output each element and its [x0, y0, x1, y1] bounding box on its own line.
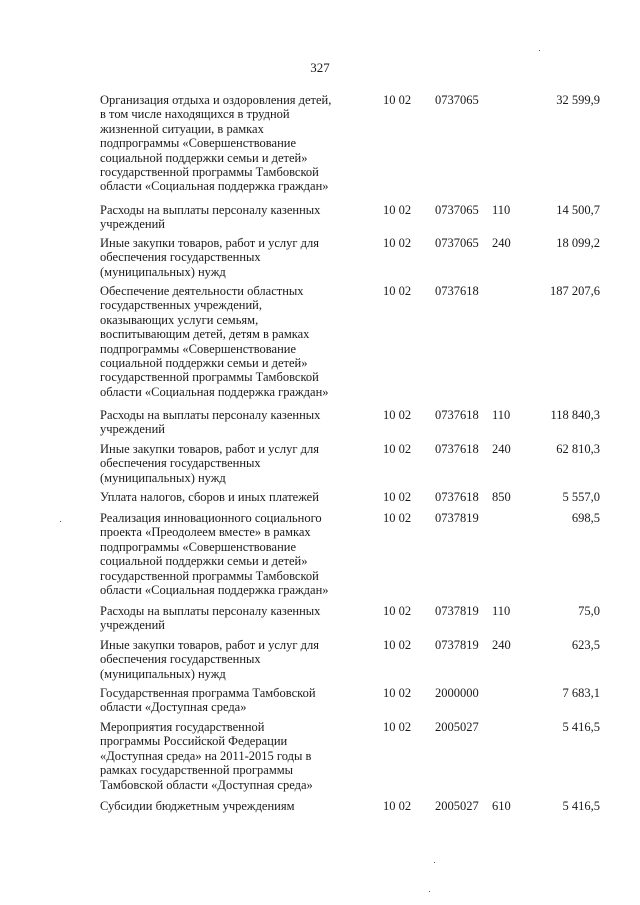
row-amount: 5 557,0 — [562, 490, 600, 504]
row-amount: 62 810,3 — [556, 442, 600, 456]
row-amount: 5 416,5 — [562, 799, 600, 813]
row-name: Иные закупки товаров, работ и услуг для обеспечения государственных (муниципальных) нужд — [100, 442, 320, 485]
row-expense-code: 850 — [492, 490, 511, 504]
row-name: Иные закупки товаров, работ и услуг для обеспечения государственных (муниципальных) нужд — [100, 236, 320, 279]
row-name: Организация отдыха и оздоровления детей, в том числе находящихся в трудной жизненной ситуации, в рамках подпрограммы «Совершенствование социальной поддержки семьи и детей» государственной программы Тамбовской области «Социальная поддержка граждан» — [100, 93, 332, 194]
row-section-code: 10 02 — [383, 686, 412, 700]
row-expense-code: 110 — [492, 408, 511, 422]
row-section-code: 10 02 — [383, 490, 412, 504]
row-target-code: 0737618 — [435, 408, 479, 422]
row-name: Субсидии бюджетным учреждениям — [100, 799, 295, 813]
row-amount: 5 416,5 — [562, 720, 600, 734]
row-expense-code: 240 — [492, 236, 511, 250]
row-target-code: 2005027 — [435, 799, 479, 813]
row-target-code: 0737618 — [435, 284, 479, 298]
row-target-code: 0737819 — [435, 604, 479, 618]
row-amount: 18 099,2 — [556, 236, 600, 250]
row-name: Расходы на выплаты персоналу казенных учреждений — [100, 604, 321, 633]
row-section-code: 10 02 — [383, 511, 412, 525]
scan-speck — [434, 862, 435, 863]
row-target-code: 0737065 — [435, 93, 479, 107]
row-target-code: 2005027 — [435, 720, 479, 734]
row-name: Иные закупки товаров, работ и услуг для обеспечения государственных (муниципальных) нужд — [100, 638, 320, 681]
row-section-code: 10 02 — [383, 638, 412, 652]
row-expense-code: 240 — [492, 638, 511, 652]
row-target-code: 0737819 — [435, 638, 479, 652]
scan-speck — [539, 50, 540, 51]
row-amount: 623,5 — [571, 638, 600, 652]
row-name: Государственная программа Тамбовской области «Доступная среда» — [100, 686, 316, 715]
row-name: Реализация инновационного социального проекта «Преодолеем вместе» в рамках подпрограммы «Совершенствование социальной поддержки семьи и детей» государственной программы Тамбовской области «Социальная поддержка граждан» — [100, 511, 329, 598]
row-target-code: 0737618 — [435, 490, 479, 504]
row-name: Обеспечение деятельности областных государственных учреждений, оказывающих услуги семьям, воспитывающим детей, детям в рамках подпрограммы «Совершенствование социальной поддержки семьи и детей» государственной программы Тамбовской области «Социальная поддержка граждан» — [100, 284, 329, 399]
row-target-code: 0737618 — [435, 442, 479, 456]
row-amount: 187 207,6 — [550, 284, 600, 298]
row-expense-code: 240 — [492, 442, 511, 456]
row-name: Расходы на выплаты персоналу казенных учреждений — [100, 408, 321, 437]
row-expense-code: 110 — [492, 604, 511, 618]
row-target-code: 0737065 — [435, 203, 479, 217]
page-number: 327 — [310, 60, 330, 75]
row-amount: 7 683,1 — [562, 686, 600, 700]
row-name: Уплата налогов, сборов и иных платежей — [100, 490, 319, 504]
row-expense-code: 110 — [492, 203, 511, 217]
row-amount: 698,5 — [571, 511, 600, 525]
row-section-code: 10 02 — [383, 720, 412, 734]
row-amount: 75,0 — [578, 604, 600, 618]
scan-speck — [60, 521, 61, 522]
row-name: Мероприятия государственной программы Российской Федерации «Доступная среда» на 2011-2015 годы в рамках государственной программы Тамбовской области «Доступная среда» — [100, 720, 313, 792]
row-expense-code: 610 — [492, 799, 511, 813]
row-amount: 32 599,9 — [556, 93, 600, 107]
row-section-code: 10 02 — [383, 799, 412, 813]
row-target-code: 2000000 — [435, 686, 479, 700]
row-amount: 118 840,3 — [550, 408, 600, 422]
scan-speck — [429, 891, 430, 892]
row-target-code: 0737819 — [435, 511, 479, 525]
row-section-code: 10 02 — [383, 203, 412, 217]
row-name: Расходы на выплаты персоналу казенных учреждений — [100, 203, 321, 232]
row-section-code: 10 02 — [383, 236, 412, 250]
row-section-code: 10 02 — [383, 442, 412, 456]
row-amount: 14 500,7 — [556, 203, 600, 217]
row-section-code: 10 02 — [383, 284, 412, 298]
row-section-code: 10 02 — [383, 93, 412, 107]
row-target-code: 0737065 — [435, 236, 479, 250]
row-section-code: 10 02 — [383, 408, 412, 422]
row-section-code: 10 02 — [383, 604, 412, 618]
